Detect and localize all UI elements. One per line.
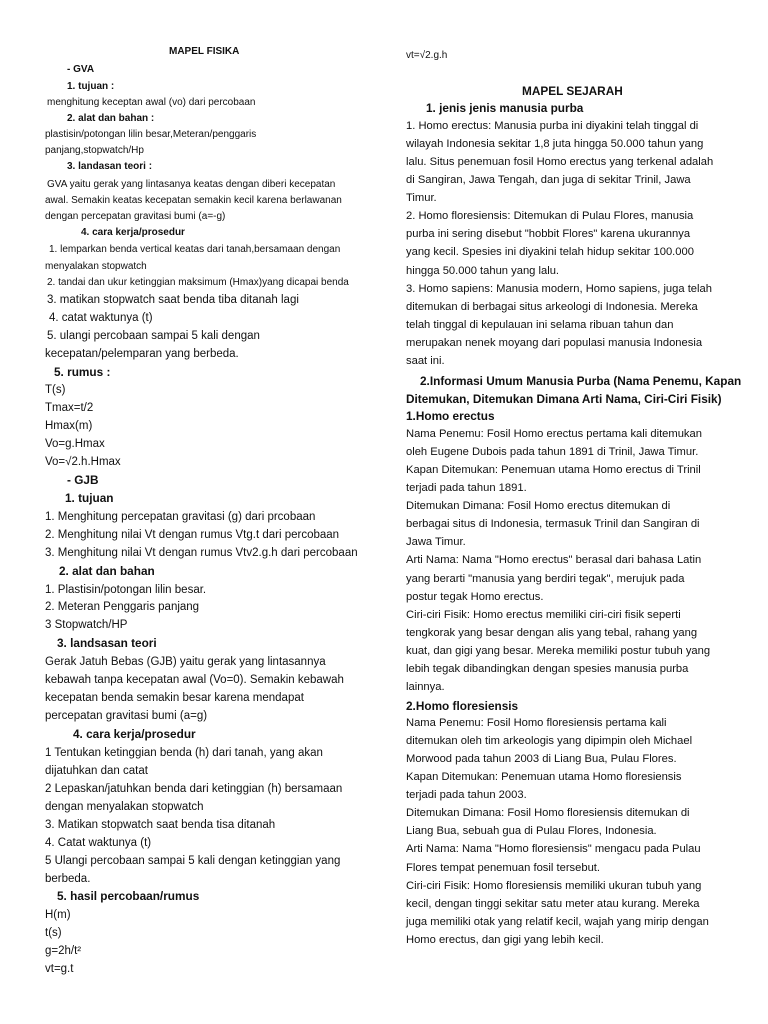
gva-prosedur-line: menyalakan stopwatch	[45, 261, 147, 272]
gva-prosedur-title: 4. cara kerja/prosedur	[81, 227, 185, 238]
history-section2-title-line: Ditemukan, Ditemukan Dimana Arti Nama, Ciri-Ciri Fisik)	[406, 392, 722, 406]
homo-erectus-line: Jawa Timur.	[406, 536, 466, 549]
gva-tujuan-title: 1. tujuan :	[67, 81, 115, 92]
homo-floresiensis-line: Nama Penemu: Fosil Homo floresiensis pertama kali	[406, 717, 667, 729]
history-section2-title-line: 2.Informasi Umum Manusia Purba (Nama Penemu, Kapan	[420, 374, 742, 388]
homo-erectus-line: Kapan Ditemukan: Penemuan utama Homo erectus di Trinil	[406, 464, 701, 477]
gva-rumus-line: T(s)	[45, 384, 66, 396]
history-section1-title: 1. jenis jenis manusia purba	[426, 101, 584, 115]
homo-erectus-line: tengkorak yang besar dengan alis yang tebal, rahang yang	[406, 626, 698, 639]
gva-alat-line: plastisin/potongan lilin besar,Meteran/penggaris	[45, 129, 257, 140]
gva-rumus-line: Hmax(m)	[45, 420, 93, 432]
homo-erectus-line: Ciri-ciri Fisik: Homo erectus memiliki ciri-ciri fisik seperti	[406, 608, 681, 621]
homo-erectus-line: Nama Penemu: Fosil Homo erectus pertama kali ditemukan	[406, 428, 702, 440]
homo-floresiensis-line: terjadi pada tahun 2003.	[406, 789, 527, 802]
gva-rumus-line: Vo=√2.h.Hmax	[45, 456, 121, 468]
gjb-prosedur-line: dengan menyalakan stopwatch	[45, 801, 204, 813]
gva-rumus-title: 5. rumus :	[54, 365, 111, 379]
homo-floresiensis-line: Morwood pada tahun 2003 di Liang Bua, Pulau Flores.	[406, 753, 677, 766]
gva-rumus-line: Vo=g.Hmax	[45, 438, 105, 450]
section1-line: Timur.	[406, 192, 437, 205]
gjb-heading: - GJB	[67, 473, 99, 487]
homo-erectus-title: 1.Homo erectus	[406, 409, 495, 423]
gjb-hasil-line: H(m)	[45, 909, 71, 921]
gva-teori-line: GVA yaitu gerak yang lintasanya keatas dengan diberi kecepatan	[47, 179, 336, 190]
gjb-prosedur-line: 4. Catat waktunya (t)	[45, 837, 152, 849]
homo-floresiensis-line: Arti Nama: Nama "Homo floresiensis" mengacu pada Pulau	[406, 843, 701, 856]
gjb-prosedur-line: 3. Matikan stopwatch saat benda tisa ditanah	[45, 819, 276, 831]
section1-line: wilayah Indonesia sekitar 1,8 juta hingga 50.000 tahun yang	[406, 138, 704, 151]
gjb-prosedur-line: 2 Lepaskan/jatuhkan benda dari ketinggian (h) bersamaan	[45, 783, 343, 795]
gva-alat-title: 2. alat dan bahan :	[67, 113, 155, 124]
gva-teori-line: awal. Semakin keatas kecepatan semakin kecil karena berlawanan	[45, 195, 342, 206]
gva-prosedur-line: 1. lemparkan benda vertical keatas dari tanah,bersamaan dengan	[49, 244, 341, 255]
gva-rumus-line: Tmax=t/2	[45, 402, 94, 414]
section1-line: 1. Homo erectus: Manusia purba ini diyakini telah tinggal di	[406, 120, 699, 132]
homo-floresiensis-line: Flores tempat penemuan fosil tersebut.	[406, 861, 601, 874]
gjb-teori-line: Gerak Jatuh Bebas (GJB) yaitu gerak yang lintasannya	[45, 656, 326, 668]
homo-floresiensis-line: Ciri-ciri Fisik: Homo floresiensis memiliki ukuran tubuh yang	[406, 879, 702, 892]
homo-erectus-line: berbagai situs di Indonesia, termasuk Trinil dan Sangiran di	[406, 518, 700, 531]
homo-erectus-line: terjadi pada tahun 1891.	[406, 482, 527, 495]
section1-line: ditemukan di berbagai situs arkeologi di Indonesia. Mereka	[406, 300, 698, 313]
gva-teori-title: 3. landasan teori :	[67, 161, 153, 172]
homo-floresiensis-line: ditemukan oleh tim arkeologis yang dipimpin oleh Michael	[406, 735, 693, 748]
gva-alat-line: panjang,stopwatch/Hp	[45, 145, 144, 156]
gjb-tujuan-title: 1. tujuan	[65, 491, 114, 505]
section1-line: 3. Homo sapiens: Manusia modern, Homo sapiens, juga telah	[406, 282, 712, 295]
gjb-hasil-title: 5. hasil percobaan/rumus	[57, 889, 200, 903]
gva-tujuan-text: menghitung keceptan awal (vo) dari percobaan	[47, 97, 256, 108]
gjb-alat-line: 2. Meteran Penggaris panjang	[45, 601, 200, 613]
gjb-hasil-line: vt=g.t	[45, 963, 74, 975]
section1-line: 2. Homo floresiensis: Ditemukan di Pulau Flores, manusia	[406, 210, 694, 223]
gjb-prosedur-line: 1 Tentukan ketinggian benda (h) dari tanah, yang akan	[45, 747, 323, 759]
homo-floresiensis-line: Kapan Ditemukan: Penemuan utama Homo floresiensis	[406, 771, 682, 784]
homo-floresiensis-title: 2.Homo floresiensis	[406, 699, 519, 713]
gva-prosedur-line: 2. tandai dan ukur ketinggian maksimum (Hmax)yang dicapai benda	[47, 277, 349, 288]
gjb-teori-line: percepatan gravitasi bumi (a=g)	[45, 710, 208, 722]
right-top-formula: vt=√2.g.h	[406, 50, 448, 61]
gjb-prosedur-line: berbeda.	[45, 873, 91, 885]
gva-prosedur-line: 5. ulangi percobaan sampai 5 kali dengan	[47, 330, 260, 342]
section1-line: saat ini.	[406, 354, 445, 367]
gva-prosedur-line: 3. matikan stopwatch saat benda tiba ditanah lagi	[47, 294, 299, 306]
gjb-hasil-line: g=2h/t²	[45, 945, 82, 957]
gjb-tujuan-line: 2. Menghitung nilai Vt dengan rumus Vtg.t dari percobaan	[45, 529, 340, 541]
gjb-teori-line: kebawah tanpa kecepatan awal (Vo=0). Semakin kebawah	[45, 674, 344, 686]
gjb-hasil-line: t(s)	[45, 927, 62, 939]
homo-erectus-line: Arti Nama: Nama "Homo erectus" berasal dari bahasa Latin	[406, 554, 702, 567]
homo-erectus-line: yang berarti "manusia yang berdiri tegak", merujuk pada	[406, 572, 685, 585]
homo-erectus-line: postur tegak Homo erectus.	[406, 590, 544, 603]
section1-line: yang kecil. Spesies ini diyakini telah hidup sekitar 100.000	[406, 246, 694, 259]
gva-prosedur-line: 4. catat waktunya (t)	[49, 312, 153, 324]
homo-floresiensis-line: Homo erectus, dan gigi yang lebih kecil.	[406, 933, 604, 946]
homo-floresiensis-line: Liang Bua, sebuah gua di Pulau Flores, Indonesia.	[406, 825, 657, 838]
homo-erectus-line: Ditemukan Dimana: Fosil Homo erectus ditemukan di	[406, 500, 671, 513]
section1-line: merupakan nenek moyang dari populasi manusia Indonesia	[406, 336, 703, 349]
gjb-prosedur-line: 5 Ulangi percobaan sampai 5 kali dengan ketinggian yang	[45, 855, 341, 867]
gjb-teori-title: 3. landsasan teori	[57, 636, 157, 650]
homo-floresiensis-line: Ditemukan Dimana: Fosil Homo floresiensis ditemukan di	[406, 807, 690, 820]
section1-line: hingga 50.000 tahun yang lalu.	[406, 264, 560, 277]
physics-title: MAPEL FISIKA	[169, 46, 240, 57]
gjb-tujuan-line: 3. Menghitung nilai Vt dengan rumus Vtv2.g.h dari percobaan	[45, 547, 358, 559]
gjb-prosedur-line: dijatuhkan dan catat	[45, 765, 148, 777]
homo-erectus-line: lainnya.	[406, 680, 445, 693]
homo-erectus-line: lebih tegak dibandingkan dengan spesies manusia purba	[406, 662, 689, 675]
homo-erectus-line: oleh Eugene Dubois pada tahun 1891 di Trinil, Jawa Timur.	[406, 446, 699, 459]
gjb-tujuan-line: 1. Menghitung percepatan gravitasi (g) dari prcobaan	[45, 511, 316, 523]
gjb-alat-line: 1. Plastisin/potongan lilin besar.	[45, 584, 207, 596]
gva-heading: - GVA	[67, 64, 95, 75]
homo-floresiensis-line: kecil, dengan tinggi sekitar satu meter atau kurang. Mereka	[406, 897, 700, 910]
gjb-teori-line: kecepatan benda semakin besar karena mendapat	[45, 692, 304, 704]
gjb-alat-title: 2. alat dan bahan	[59, 564, 155, 578]
homo-floresiensis-line: juga memiliki otak yang relatif kecil, wajah yang mirip dengan	[406, 915, 709, 928]
gva-teori-line: dengan percepatan gravitasi bumi (a=-g)	[45, 211, 226, 222]
history-title: MAPEL SEJARAH	[522, 84, 623, 98]
section1-line: telah tinggal di kepulauan ini selama ribuan tahun dan	[406, 318, 674, 331]
section1-line: di Sangiran, Jawa Tengah, dan juga di sekitar Trinil, Jawa	[406, 174, 691, 187]
homo-erectus-line: kuat, dan gigi yang besar. Mereka memiliki postur tubuh yang	[406, 644, 711, 657]
gjb-prosedur-title: 4. cara kerja/prosedur	[73, 727, 196, 741]
gjb-alat-line: 3 Stopwatch/HP	[45, 619, 128, 631]
section1-line: purba ini sering disebut "hobbit Flores" karena ukurannya	[406, 228, 691, 241]
section1-line: lalu. Situs penemuan fosil Homo erectus yang terkenal adalah	[406, 156, 714, 169]
gva-prosedur-line: kecepatan/pelemparan yang berbeda.	[45, 348, 239, 360]
